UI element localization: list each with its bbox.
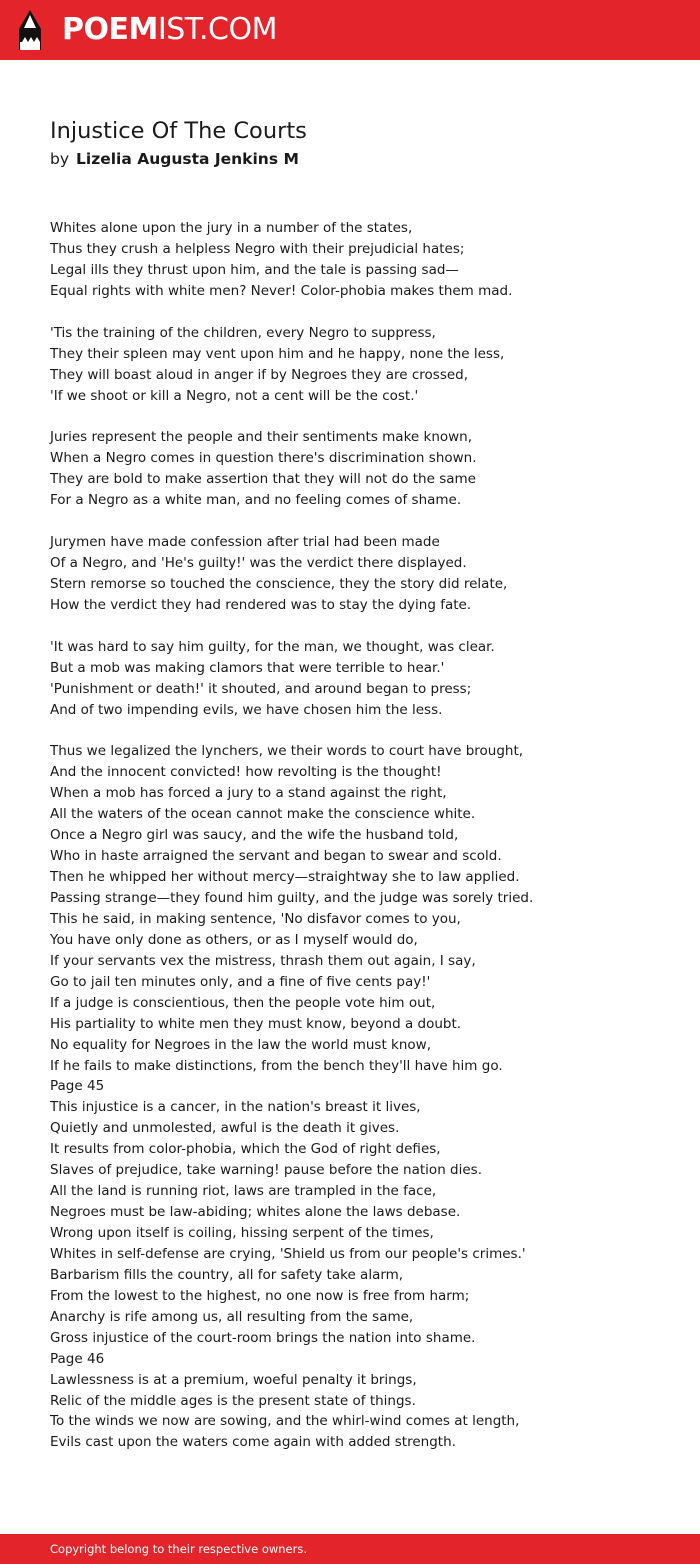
poem-line: Passing strange—they found him guilty, and the judge was sorely tried.: [50, 890, 534, 906]
site-footer: [0, 1534, 700, 1564]
poem-line: It results from color-phobia, which the God of right defies,: [50, 1141, 441, 1158]
poem-line: For a Negro as a white man, and no feeling comes of shame.: [50, 492, 462, 509]
poem-line: Then he whipped her without mercy—straightway she to law applied.: [50, 869, 520, 886]
poem-line: They are bold to make assertion that they will not do the same: [50, 471, 476, 488]
poem-line: Slaves of prejudice, take warning! pause before the nation dies.: [50, 1162, 482, 1179]
poem-line: Once a Negro girl was saucy, and the wife the husband told,: [50, 827, 459, 844]
poem-line: When a Negro comes in question there's discrimination shown.: [50, 450, 477, 467]
poem-line: Evils cast upon the waters come again with added strength.: [50, 1434, 456, 1451]
poem-line: 'If we shoot or kill a Negro, not a cent will be the cost.': [50, 387, 419, 404]
poem-line: To the winds we now are sowing, and the whirl-wind comes at length,: [50, 1413, 520, 1430]
poem-line: Quietly and unmolested, awful is the death it gives.: [50, 1120, 400, 1137]
poem-line: Lawlessness is at a premium, woeful penalty it brings,: [50, 1371, 417, 1388]
poem-line: Gross injustice of the court-room brings the nation into shame.: [50, 1329, 476, 1346]
poem-line: If your servants vex the mistress, thrash them out again, I say,: [50, 952, 476, 969]
by-label: by: [50, 150, 70, 168]
poem-line: Relic of the middle ages is the present state of things.: [50, 1392, 416, 1409]
copyright-notice: Copyright belong to their respective owners.: [50, 1542, 308, 1556]
poem-line: And the innocent convicted! how revolting is the thought!: [50, 764, 442, 781]
poem-line: Negroes must be law-abiding; whites alone the laws debase.: [50, 1204, 461, 1221]
poem-line: [50, 616, 670, 637]
logo-text-light: IST.COM: [157, 12, 277, 47]
poem-line: When a mob has forced a jury to a stand against the right,: [50, 785, 447, 802]
poem-line: How the verdict they had rendered was to stay the dying fate.: [50, 596, 472, 613]
poem-line: Wrong upon itself is coiling, hissing serpent of the times,: [50, 1225, 434, 1241]
poem-line: Jurymen have made confession after trial had been made: [50, 534, 440, 551]
site-header: [0, 0, 700, 60]
poem-line: Legal ills they thrust upon him, and the tale is passing sad—: [50, 261, 459, 278]
poem-line: [50, 721, 670, 742]
author-name[interactable]: Lizelia Augusta Jenkins M: [76, 150, 299, 168]
poem-line: Page 45: [50, 1078, 105, 1095]
poem-line: 'It was hard to say him guilty, for the man, we thought, was clear.: [50, 638, 495, 655]
poem-line: Juries represent the people and their sentiments make known,: [50, 429, 473, 446]
poem-line: They their spleen may vent upon him and he happy, none the less,: [50, 345, 505, 362]
poem-line: All the waters of the ocean cannot make the conscience white.: [50, 806, 476, 823]
poem-line: Thus we legalized the lynchers, we their words to court have brought,: [50, 743, 524, 760]
poem-line: Thus they crush a helpless Negro with their prejudicial hates;: [50, 240, 465, 257]
poem-byline: [50, 146, 299, 172]
poem-line: You have only done as others, or as I myself would do,: [50, 931, 418, 948]
poem-line: His partiality to white men they must know, beyond a doubt.: [50, 1015, 462, 1032]
poem-line: Who in haste arraigned the servant and began to swear and scold.: [50, 848, 502, 865]
poem-line: Anarchy is rife among us, all resulting from the same,: [50, 1308, 414, 1325]
poem-line: Whites in self-defense are crying, 'Shield us from our people's crimes.': [50, 1245, 526, 1262]
poem-line: And of two impending evils, we have chosen him the less.: [50, 701, 443, 718]
poem-line: Of a Negro, and 'He's guilty!' was the verdict there displayed.: [50, 555, 467, 571]
poem-line: From the lowest to the highest, no one now is free from harm;: [50, 1287, 470, 1304]
poem-body: [50, 218, 670, 1453]
site-logo[interactable]: [62, 10, 277, 50]
poem-line: [50, 511, 670, 532]
poem-line: Page 46: [50, 1350, 105, 1367]
poem-line: All the land is running riot, laws are trampled in the face,: [50, 1183, 437, 1200]
poem-line: They will boast aloud in anger if by Negroes they are crossed,: [50, 366, 469, 383]
poem-line: [50, 302, 670, 323]
poem-line: [50, 406, 670, 427]
poem-line: Barbarism fills the country, all for safety take alarm,: [50, 1266, 404, 1283]
poem-title: Injustice Of The Courts: [50, 118, 307, 144]
poem-line: Stern remorse so touched the conscience, they the story did relate,: [50, 575, 508, 592]
logo-text-bold: POEM: [62, 12, 158, 47]
poem-line: If he fails to make distinctions, from the bench they'll have him go.: [50, 1057, 503, 1074]
poem-line: But a mob was making clamors that were terrible to hear.': [50, 659, 445, 676]
poem-line: This injustice is a cancer, in the nation's breast it lives,: [50, 1099, 421, 1116]
poem-line: If a judge is conscientious, then the people vote him out,: [50, 994, 436, 1011]
poem-line: 'Punishment or death!' it shouted, and around began to press;: [50, 680, 472, 697]
poem-line: This he said, in making sentence, 'No disfavor comes to you,: [50, 910, 461, 927]
poem-line: No equality for Negroes in the law the world must know,: [50, 1036, 431, 1053]
poem-line: Go to jail ten minutes only, and a fine of five cents pay!': [50, 973, 431, 990]
pen-nib-icon[interactable]: [17, 9, 43, 51]
poem-line: Whites alone upon the jury in a number of the states,: [50, 220, 413, 236]
poem-line: Equal rights with white men? Never! Color-phobia makes them mad.: [50, 282, 513, 299]
poem-line: 'Tis the training of the children, every Negro to suppress,: [50, 324, 436, 341]
